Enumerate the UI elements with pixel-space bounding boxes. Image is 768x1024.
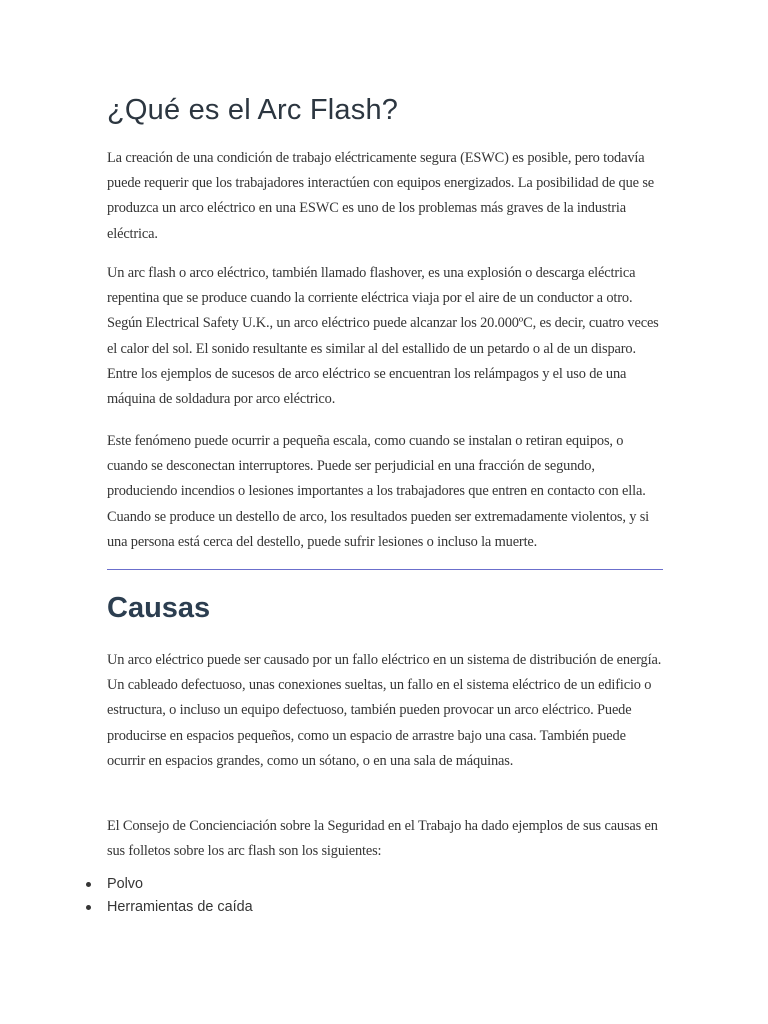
section-divider xyxy=(107,569,663,570)
definition-paragraph: Un arc flash o arco eléctrico, también llamado flashover, es una explosión o descarga eléctrica repentina que se produce cuando la corriente eléctrica viaja por el aire de un conductor a otro. Según Electrical Safety U.K., un arco eléctrico puede alcanzar los 20.000ºC, es decir, cuatro veces el calor del sol. El sonido resultante es similar al del estallido de un petardo o al de un disparo. Entre los ejemplos de sucesos de arco eléctrico se encuentran los relámpagos y el uso de una máquina de soldadura por arco eléctrico. xyxy=(107,265,659,408)
list-item xyxy=(107,896,253,919)
bullet-icon xyxy=(86,905,91,910)
list-item xyxy=(107,873,253,896)
council-paragraph: El Consejo de Concienciación sobre la Seguridad en el Trabajo ha dado ejemplos de sus causas en sus folletos sobre los arc flash son los siguientes: xyxy=(107,818,658,860)
causes-paragraph: Un arco eléctrico puede ser causado por un fallo eléctrico en un sistema de distribución de energía. Un cableado defectuoso, unas conexiones sueltas, un fallo en el sistema eléctrico de un edificio o estructura, o incluso un equipo defectuoso, también pueden provocar un arco eléctrico. Puede producirse en espacios pequeños, como un espacio de arrastre bajo una casa. También puede ocurrir en espacios grandes, como un sótano, o en una sala de máquinas. xyxy=(107,652,662,769)
list-item-label: Herramientas de caída xyxy=(107,899,253,915)
bullet-icon xyxy=(86,882,91,887)
list-item-label: Polvo xyxy=(107,876,143,892)
causes-heading: Causas xyxy=(107,592,211,624)
intro-paragraph: La creación de una condición de trabajo eléctricamente segura (ESWC) es posible, pero todavía puede requerir que los trabajadores interactúen con equipos energizados. La posibilidad de que se produzca un arco eléctrico en una ESWC es uno de los problemas más graves de la industria eléctrica. xyxy=(107,150,655,242)
effects-paragraph: Este fenómeno puede ocurrir a pequeña escala, como cuando se instalan o retiran equipos, o cuando se desconectan interruptores. Puede ser perjudicial en una fracción de segundo, produciendo incendios o lesiones importantes a los trabajadores que entren en contacto con ella. Cuando se produce un destello de arco, los resultados pueden ser extremadamente violentos, y si una persona está cerca del destello, puede sufrir lesiones o incluso la muerte. xyxy=(107,433,650,550)
page-title: ¿Qué es el Arc Flash? xyxy=(107,94,399,126)
causes-list xyxy=(107,873,253,919)
